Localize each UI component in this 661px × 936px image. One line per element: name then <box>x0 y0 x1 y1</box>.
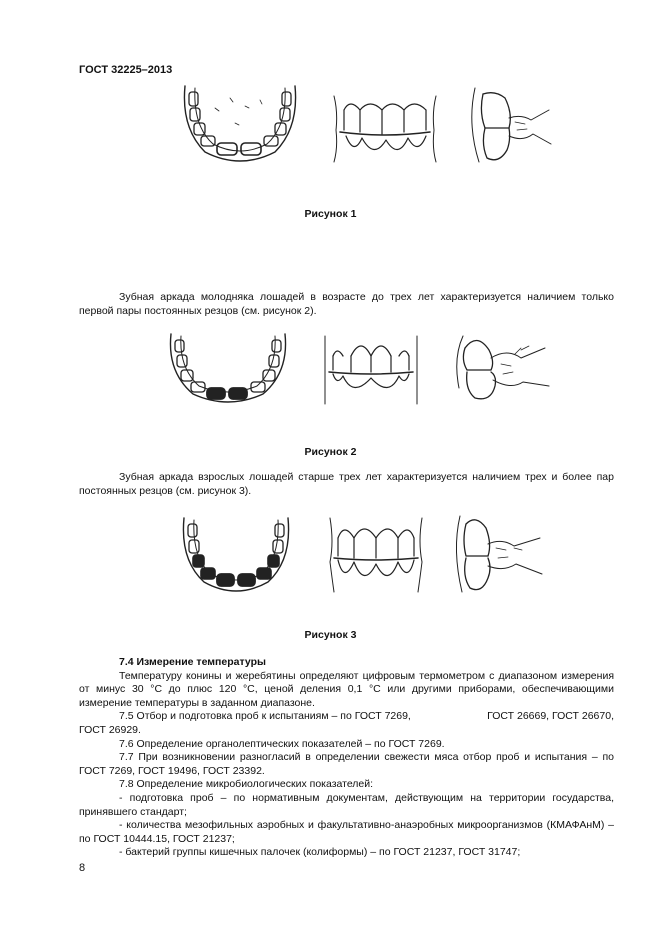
paragraph-adult-horses: Зубная аркада взрослых лошадей старше трех лет характеризуется наличием трех и более пар постоянных резцов (см. рисунок 3). <box>79 471 614 497</box>
section-7-8-item-b: - количества мезофильных аэробных и факультативно-анаэробных микроорганизмов (КМАФАнМ) – по ГОСТ 10444.15, ГОСТ 21237; <box>79 819 614 845</box>
section-7-4-to-7-8 <box>79 656 617 860</box>
document-header: ГОСТ 32225–2013 <box>79 64 173 76</box>
figure-2-caption: Рисунок 2 <box>304 446 357 458</box>
figure-1-caption: Рисунок 1 <box>304 208 357 220</box>
figure-3-caption: Рисунок 3 <box>304 629 357 641</box>
paragraph-young-horses: Зубная аркада молодняка лошадей в возрасте до трех лет характеризуется наличием только первой пары постоянных резцов (см. рисунок 2). <box>79 291 614 317</box>
section-7-5: 7.5 Отбор и подготовка проб к испытаниям – по ГОСТ 7269, ГОСТ 26669, ГОСТ 26670, ГОСТ 26929. <box>79 710 617 736</box>
dental-arcade-top-view-illustration <box>163 328 293 410</box>
incisors-front-view-illustration <box>321 332 421 408</box>
incisors-side-view-illustration <box>445 328 555 410</box>
dental-arcade-top-view-illustration <box>176 510 296 600</box>
section-7-8-item-a: - подготовка проб – по нормативным документам, действующим на территории государства, принявшего стандарт; <box>79 791 614 818</box>
section-7-6: 7.6 Определение органолептических показателей – по ГОСТ 7269. <box>119 737 445 750</box>
section-7-7: 7.7 При возникновении разногласий в определении свежести мяса отбор проб и испытания – по ГОСТ 7269, ГОСТ 19496, ГОСТ 23392. <box>79 751 614 777</box>
incisors-front-view-illustration <box>330 90 440 166</box>
section-7-4-body: Температуру конины и жеребятины определяют цифровым термометром с диапазоном измерения от минус 30 °С до плюс 120 °С, ценой деления 0,1 °С или другими приборами, обеспечивающими измерение температуры в заданном диапазоне. <box>79 669 614 709</box>
incisors-side-view-illustration <box>448 510 548 596</box>
section-7-8: 7.8 Определение микробиологических показателей: <box>119 778 374 791</box>
section-7-8-item-c: - бактерий группы кишечных палочек (колиформы) – по ГОСТ 21237, ГОСТ 31747; <box>119 846 521 859</box>
dental-arcade-top-view-illustration <box>175 78 305 170</box>
incisors-front-view-illustration <box>326 512 426 596</box>
incisors-side-view-illustration <box>465 84 555 166</box>
section-7-4-heading: 7.4 Измерение температуры <box>119 656 266 668</box>
page-number: 8 <box>79 862 86 874</box>
